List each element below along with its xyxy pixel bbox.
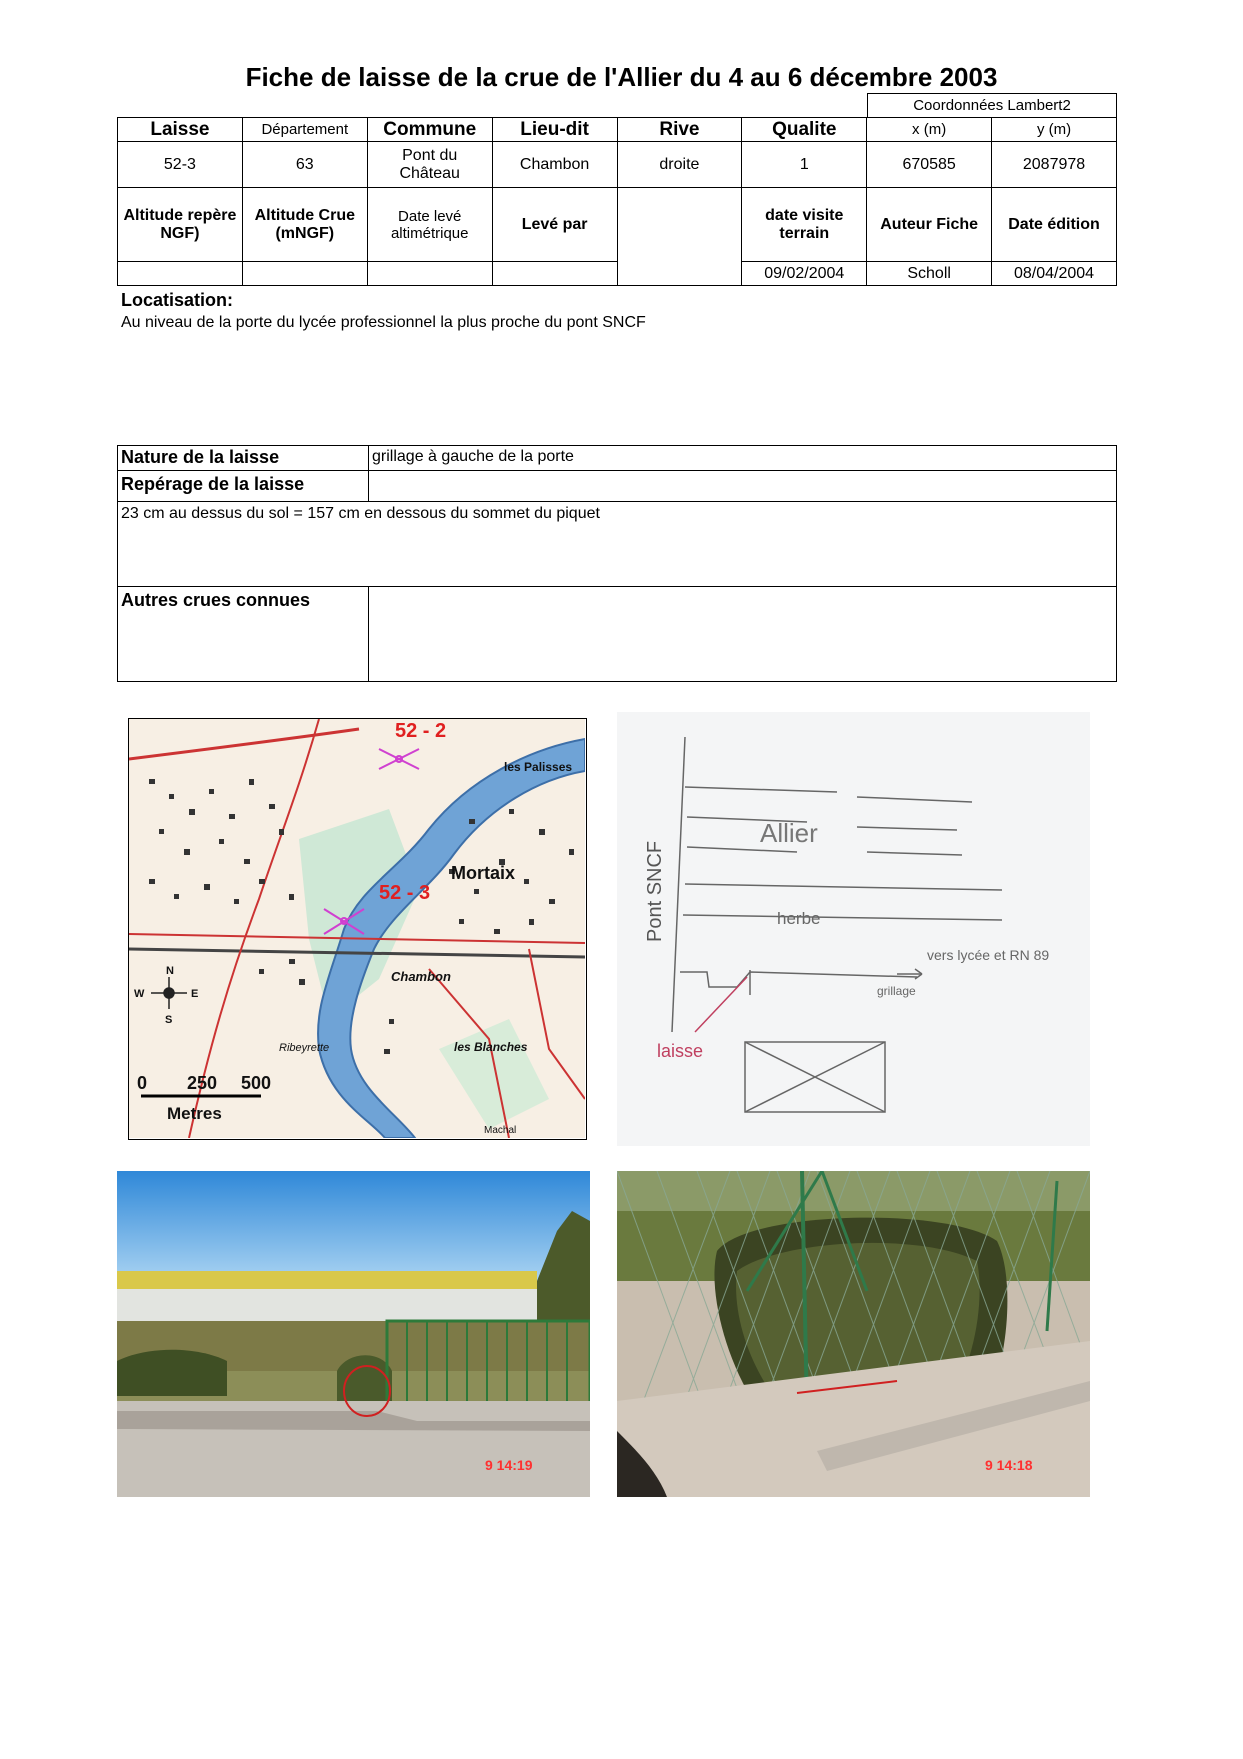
value-departement: 63 — [242, 142, 367, 188]
nature-value: grillage à gauche de la porte — [372, 448, 574, 465]
header-leve-par: Levé par — [492, 188, 617, 262]
value-rive: droite — [617, 142, 742, 188]
photo-gate-drawing — [117, 1171, 590, 1497]
photo1-timestamp: 9 14:19 — [485, 1457, 533, 1473]
localisation-text: Au niveau de la porte du lycée professionnel la plus proche du pont SNCF — [121, 314, 646, 331]
location-map — [128, 718, 587, 1140]
site-photo-hedge — [617, 1171, 1090, 1497]
value-date-leve — [367, 262, 492, 286]
compass-w: W — [134, 988, 145, 1000]
header-rive: Rive — [617, 118, 742, 142]
map-label-ribeyrette: Ribeyrette — [279, 1042, 330, 1054]
reperage-row — [117, 470, 1117, 502]
header-date-edition: Date édition — [992, 188, 1117, 262]
info-header-row — [118, 118, 1117, 142]
autres-label: Autres crues connues — [121, 590, 311, 610]
autres-value — [369, 589, 375, 591]
value-altitude-crue — [242, 262, 367, 286]
map-label-chambon: Chambon — [391, 969, 451, 984]
sketch-drawing — [617, 712, 1090, 1146]
reperage-value — [369, 473, 375, 475]
sketch-vers-lycee: vers lycée et RN 89 — [927, 947, 1050, 963]
localisation-label: Locatisation: — [121, 290, 234, 310]
value-commune: Pont du Château — [367, 142, 492, 188]
value-date-visite: 09/02/2004 — [742, 262, 867, 286]
scale-0: 0 — [137, 1073, 148, 1093]
sketch-laisse: laisse — [657, 1041, 704, 1061]
scale-500: 500 — [241, 1073, 272, 1093]
coords-header-label: Coordonnées Lambert2 — [913, 97, 1071, 114]
header-commune: Commune — [367, 118, 492, 142]
nature-label: Nature de la laisse — [121, 447, 280, 467]
sketch-allier: Allier — [760, 818, 818, 848]
info-value-row — [118, 142, 1117, 188]
value-y: 2087978 — [992, 142, 1117, 188]
reperage-label: Repérage de la laisse — [121, 474, 305, 494]
map-label-mortaix: Mortaix — [451, 863, 516, 883]
photo-hedge-drawing — [617, 1171, 1090, 1497]
header-altitude-crue: Altitude Crue (mNGF) — [242, 188, 367, 262]
location-sketch — [617, 712, 1090, 1146]
sketch-grillage: grillage — [877, 984, 916, 998]
header-x: x (m) — [867, 118, 992, 142]
header-qualite: Qualite — [742, 118, 867, 142]
value-date-edition: 08/04/2004 — [992, 262, 1117, 286]
compass-e: E — [191, 988, 199, 1000]
divider — [368, 471, 369, 501]
header-y: y (m) — [992, 118, 1117, 142]
info-table — [117, 117, 1117, 286]
photo2-timestamp: 9 14:18 — [985, 1457, 1033, 1473]
scale-metres: Metres — [167, 1104, 222, 1123]
header-auteur: Auteur Fiche — [867, 188, 992, 262]
site-photo-gate — [117, 1171, 590, 1497]
value-leve-par — [492, 262, 617, 286]
map-label-palisses: les Palisses — [504, 760, 573, 774]
map-label-blanches: les Blanches — [454, 1040, 528, 1054]
header-departement: Département — [242, 118, 367, 142]
map-label-machal: Machal — [484, 1125, 517, 1136]
header-lieu-dit: Lieu-dit — [492, 118, 617, 142]
scale-250: 250 — [187, 1073, 218, 1093]
divider — [368, 587, 369, 681]
value-x: 670585 — [867, 142, 992, 188]
header-altitude-repere: Altitude repère NGF) — [118, 188, 243, 262]
autres-row — [117, 586, 1117, 682]
header-laisse: Laisse — [118, 118, 243, 142]
compass-n: N — [166, 965, 174, 977]
empty-cell — [617, 188, 742, 286]
header-date-leve: Date levé altimétrique — [367, 188, 492, 262]
map-label-52-2: 52 - 2 — [395, 720, 447, 742]
altitude-value-row — [118, 262, 1117, 286]
nature-row — [117, 445, 1117, 471]
value-altitude-repere — [118, 262, 243, 286]
header-date-visite: date visite terrain — [742, 188, 867, 262]
value-laisse: 52-3 — [118, 142, 243, 188]
value-lieu-dit: Chambon — [492, 142, 617, 188]
coords-header — [867, 93, 1117, 118]
sketch-pont-sncf: Pont SNCF — [644, 840, 666, 942]
map-label-52-3: 52 - 3 — [379, 882, 431, 904]
value-qualite: 1 — [742, 142, 867, 188]
map-drawing — [129, 719, 585, 1138]
value-auteur: Scholl — [867, 262, 992, 286]
sketch-herbe: herbe — [777, 909, 821, 928]
altitude-header-row — [118, 188, 1117, 262]
reperage-detail — [117, 501, 1117, 587]
page-title: Fiche de laisse de la crue de l'Allier du 4 au 6 décembre 2003 — [245, 62, 998, 92]
reperage-detail-text: 23 cm au dessus du sol = 157 cm en dessous du sommet du piquet — [121, 505, 600, 522]
compass-s: S — [165, 1014, 173, 1026]
